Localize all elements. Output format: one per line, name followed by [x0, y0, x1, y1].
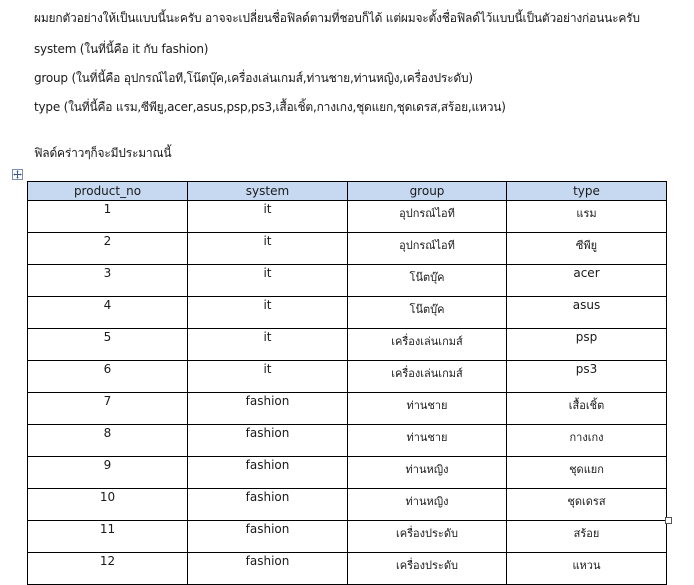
table-row: [28, 521, 667, 553]
cell-group: อุปกรณ์ไอที: [348, 233, 507, 265]
cell-system: fashion: [188, 393, 348, 425]
table-row: [28, 201, 667, 233]
cell-system: it: [188, 297, 348, 329]
cell-group: ท่านหญิง: [348, 489, 507, 521]
cell-product-no: 12: [28, 553, 188, 585]
cell-group: ท่านชาย: [348, 425, 507, 457]
cell-product-no: 5: [28, 329, 188, 361]
cell-product-no: 11: [28, 521, 188, 553]
cell-system: fashion: [188, 553, 348, 585]
column-header-type: type: [507, 182, 667, 201]
table-row: [28, 329, 667, 361]
table-header-row: [28, 182, 667, 201]
cell-group: เครื่องประดับ: [348, 553, 507, 585]
system-description: system (ในที่นี้คือ it กับ fashion): [34, 42, 209, 56]
cell-type: ps3: [507, 361, 667, 393]
move-arrows-icon[interactable]: [12, 169, 23, 180]
intro-paragraph: ผมยกตัวอย่างให้เป็นแบบนี้นะครับ อาจจะเปลี่ยนชื่อฟิลด์ตามที่ชอบก็ได้ แต่ผมจะตั้งชื่อฟิลด์ไว้แบบนี้เป็นตัวอย่างก่อนนะครับ: [34, 11, 640, 25]
table-row: [28, 393, 667, 425]
group-description: group (ในที่นี้คือ อุปกรณ์ไอที,โน๊ตบุ๊ค,เครื่องเล่นเกมส์,ท่านชาย,ท่านหญิง,เครื่องประดับ): [34, 71, 473, 85]
cell-group: เครื่องเล่นเกมส์: [348, 329, 507, 361]
cell-group: ท่านหญิง: [348, 457, 507, 489]
fields-summary: ฟิลด์คร่าวๆก็จะมีประมาณนี้: [34, 146, 172, 160]
cell-product-no: 7: [28, 393, 188, 425]
cell-type: asus: [507, 297, 667, 329]
table-row: [28, 425, 667, 457]
cell-type: แหวน: [507, 553, 667, 585]
cell-system: fashion: [188, 457, 348, 489]
cell-system: it: [188, 361, 348, 393]
cell-system: fashion: [188, 521, 348, 553]
cell-group: ท่านชาย: [348, 393, 507, 425]
cell-product-no: 6: [28, 361, 188, 393]
cell-system: it: [188, 233, 348, 265]
cell-type: psp: [507, 329, 667, 361]
column-header-group: group: [348, 182, 507, 201]
cell-system: it: [188, 201, 348, 233]
cell-type: แรม: [507, 201, 667, 233]
table-row: [28, 457, 667, 489]
cell-product-no: 1: [28, 201, 188, 233]
table-row: [28, 361, 667, 393]
cell-product-no: 10: [28, 489, 188, 521]
cell-group: โน๊ตบุ๊ค: [348, 265, 507, 297]
type-description: type (ในที่นี้คือ แรม,ซีพียู,acer,asus,psp,ps3,เสื้อเชิ้ต,กางเกง,ชุดแยก,ชุดเดรส,สร้อย,แหวน): [34, 100, 506, 114]
cell-product-no: 2: [28, 233, 188, 265]
cell-product-no: 4: [28, 297, 188, 329]
table-row: [28, 489, 667, 521]
cell-system: it: [188, 265, 348, 297]
column-header-system: system: [188, 182, 348, 201]
cell-type: ซีพียู: [507, 233, 667, 265]
cell-type: สร้อย: [507, 521, 667, 553]
cell-type: ชุดแยก: [507, 457, 667, 489]
cell-system: fashion: [188, 489, 348, 521]
cell-system: it: [188, 329, 348, 361]
cell-product-no: 9: [28, 457, 188, 489]
resize-square-icon[interactable]: [665, 517, 672, 524]
cell-type: กางเกง: [507, 425, 667, 457]
cell-group: อุปกรณ์ไอที: [348, 201, 507, 233]
cell-group: เครื่องเล่นเกมส์: [348, 361, 507, 393]
cell-type: ชุดเดรส: [507, 489, 667, 521]
table-row: [28, 233, 667, 265]
cell-product-no: 8: [28, 425, 188, 457]
cell-type: เสื้อเชิ้ต: [507, 393, 667, 425]
cell-system: fashion: [188, 425, 348, 457]
table-row: [28, 297, 667, 329]
cell-type: acer: [507, 265, 667, 297]
cell-group: เครื่องประดับ: [348, 521, 507, 553]
cell-product-no: 3: [28, 265, 188, 297]
cell-group: โน๊ตบุ๊ค: [348, 297, 507, 329]
product-table: [27, 181, 667, 585]
table-row: [28, 265, 667, 297]
table-row: [28, 553, 667, 585]
column-header-product-no: product_no: [28, 182, 188, 201]
